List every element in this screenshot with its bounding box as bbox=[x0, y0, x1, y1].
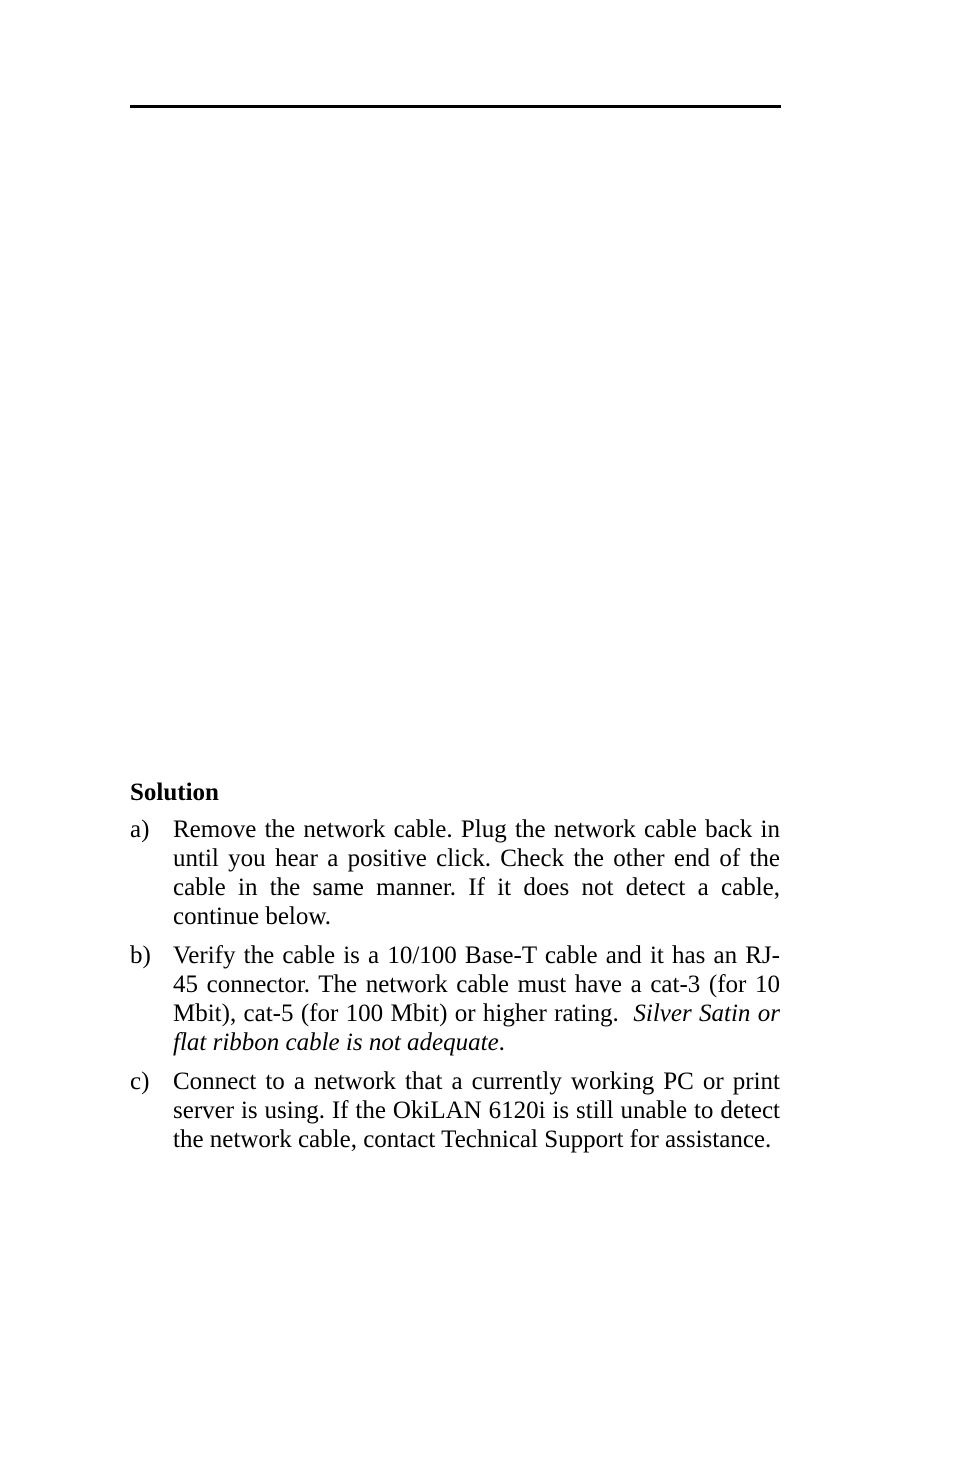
item-text: Connect to a network that a currently working PC or print server is using. If the OkiLAN 6120i is still unable to detect the network cable, contact Technical Support for assistance. bbox=[173, 1068, 780, 1153]
solution-item-b bbox=[130, 941, 780, 1057]
item-trailing-punctuation: . bbox=[498, 1029, 505, 1056]
header-rule bbox=[130, 105, 781, 108]
item-label: a) bbox=[130, 816, 150, 843]
solution-section bbox=[130, 778, 780, 1164]
item-text-container bbox=[173, 941, 780, 1057]
item-label: c) bbox=[130, 1068, 150, 1095]
solution-heading: Solution bbox=[130, 779, 219, 806]
solution-item-a bbox=[130, 815, 780, 931]
item-text: Remove the network cable. Plug the network cable back in until you hear a positive click. Check the other end of the cable in the same manner. If it does not detect a cable, continue below. bbox=[173, 816, 780, 930]
solution-item-c bbox=[130, 1067, 780, 1154]
item-text: Verify the cable is a 10/100 Base-T cable and it has an RJ-45 connector. The network cable must have a cat-3 (for 10 Mbit), cat-5 (for 100 Mbit) or higher rating. bbox=[173, 942, 780, 1027]
item-label: b) bbox=[130, 942, 151, 969]
item-italic-note: Silver Satin or flat ribbon cable is not adequate bbox=[173, 1000, 781, 1056]
